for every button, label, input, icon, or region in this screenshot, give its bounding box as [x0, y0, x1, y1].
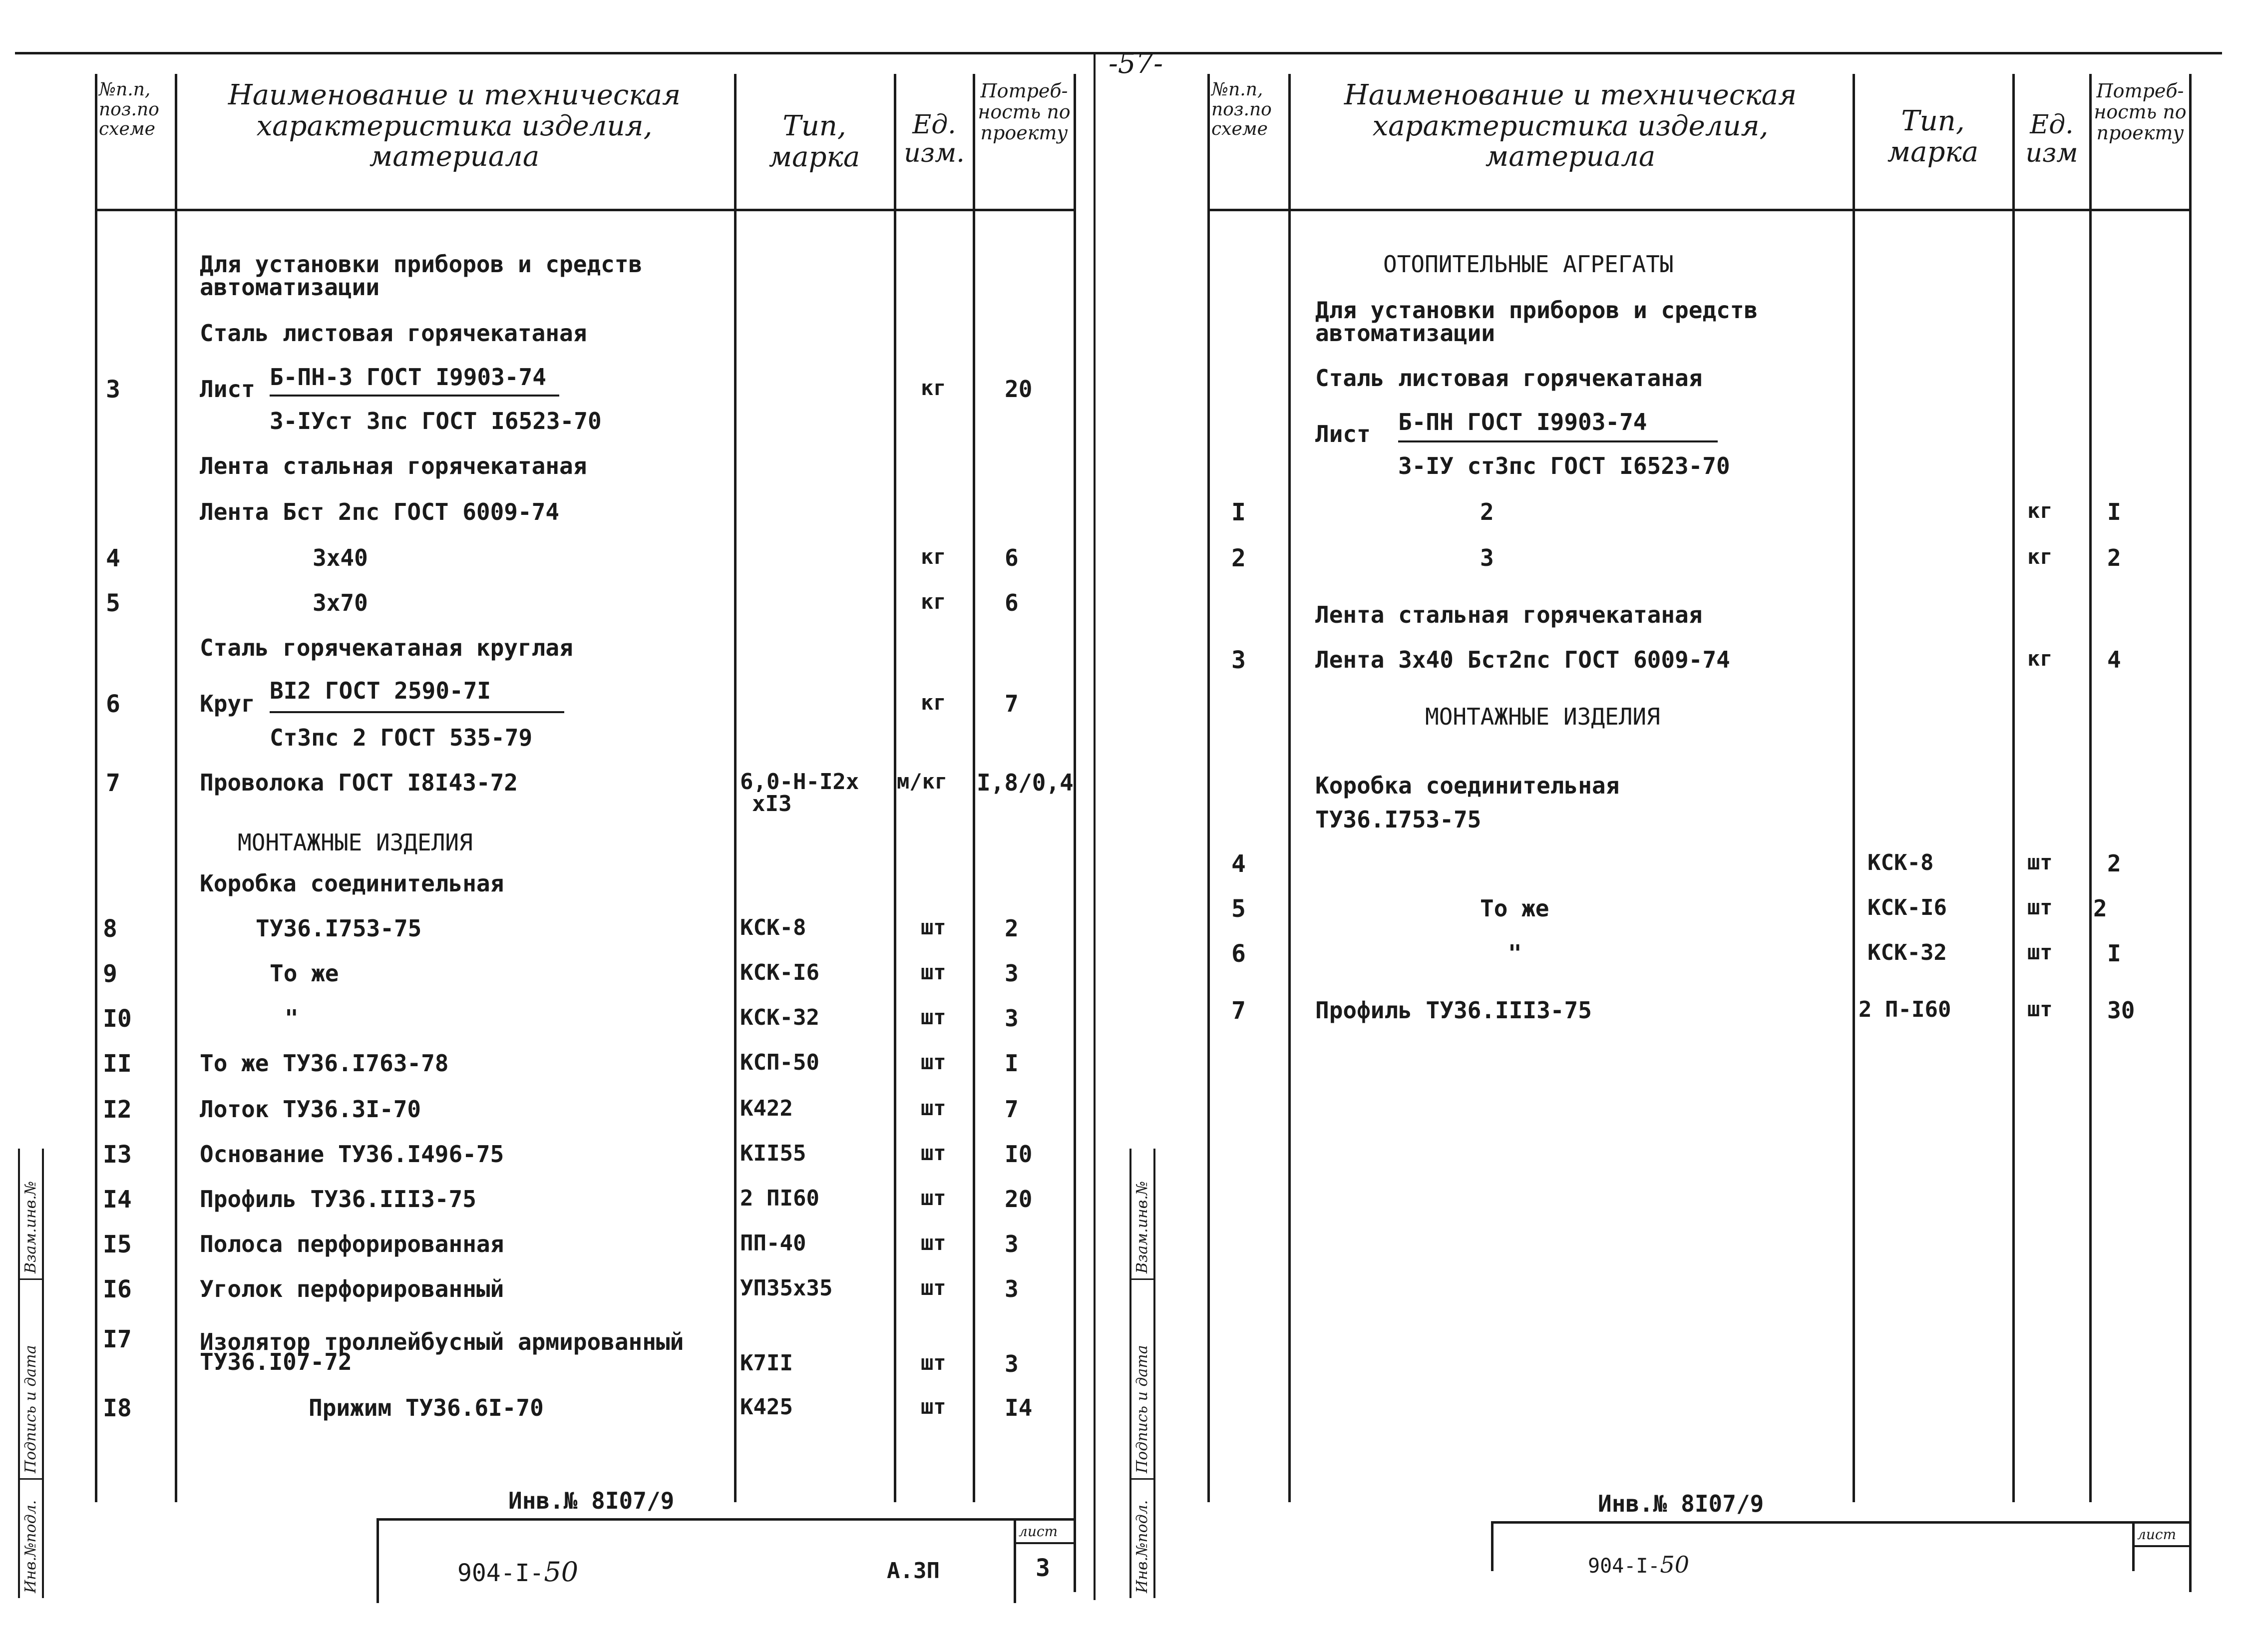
left-header-rule	[95, 209, 1075, 211]
left-row-19-num: I5	[103, 1231, 132, 1258]
left-row-21-unit: шт	[921, 1350, 946, 1375]
left-row-16-text: Лоток ТУ36.3I-70	[200, 1096, 421, 1123]
left-row-14-unit: шт	[921, 1005, 946, 1029]
left-row-21-qty: 3	[1005, 1350, 1019, 1377]
left-row-12-num: 8	[103, 915, 117, 943]
left-row-14-text: "	[285, 1005, 299, 1032]
left-row-2-fraction	[270, 395, 559, 397]
left-row-8-num: 6	[106, 690, 120, 718]
left-row-2-bottom: 3-IУст 3пс ГОСТ I6523-70	[270, 408, 602, 434]
left-row-3: Лента стальная горячекатаная	[200, 452, 587, 479]
right-row-11-unit: шт	[2027, 895, 2053, 919]
right-margin-cross-2	[1129, 1478, 1155, 1480]
right-stamp-left	[1491, 1521, 1494, 1571]
right-row-3-bottom: 3-IУ ст3пс ГОСТ I6523-70	[1398, 452, 1730, 479]
left-row-19-qty: 3	[1005, 1231, 1019, 1257]
left-row-8-prefix: Круг	[200, 690, 255, 717]
right-hdr-col5: Потреб- ность по проекту	[2094, 80, 2187, 144]
right-row-2: Сталь листовая горячекатаная	[1315, 365, 1703, 392]
left-row-12-text: ТУ36.I753-75	[256, 915, 422, 942]
left-row-8-top: BI2 ГОСТ 2590-7I	[270, 677, 491, 704]
left-row-6-qty: 6	[1005, 589, 1019, 616]
left-row-15-unit: шт	[921, 1050, 946, 1074]
right-vline-5	[2089, 74, 2092, 1502]
left-row-5-num: 4	[106, 544, 120, 572]
right-margin-line-1	[1129, 1149, 1131, 1598]
left-row-2-unit: кг	[921, 376, 946, 400]
left-row-17-unit: шт	[921, 1141, 946, 1165]
right-row-11-type: КСК-I6	[1868, 895, 1947, 920]
left-row-16-type: К422	[740, 1096, 793, 1121]
right-hdr-col1: №п.п, поз.по схеме	[1211, 79, 1272, 140]
left-row-13-num: 9	[103, 960, 117, 988]
left-row-4: Лента Бст 2пс ГОСТ 6009-74	[200, 498, 560, 525]
left-row-2-top: Б-ПН-3 ГОСТ I9903-74	[270, 364, 546, 391]
left-row-6-num: 5	[106, 589, 120, 617]
right-vline-6	[2189, 74, 2192, 1592]
right-row-10-num: 4	[1231, 850, 1246, 878]
left-row-20-num: I6	[103, 1275, 132, 1303]
left-row-13-unit: шт	[921, 960, 946, 984]
left-row-19-type: ПП-40	[740, 1231, 806, 1256]
left-row-18-type: 2 ПI60	[740, 1186, 819, 1211]
left-row-18-unit: шт	[921, 1186, 946, 1210]
right-inv: Инв.№ 8I07/9	[1598, 1490, 1764, 1517]
left-row-15-type: КСП-50	[740, 1050, 819, 1075]
left-hdr-col1: №п.п, поз.по схеме	[99, 79, 159, 140]
left-row-12-qty: 2	[1005, 915, 1019, 942]
page-number: -57-	[1109, 47, 1163, 80]
left-row-18-qty: 20	[1005, 1186, 1033, 1213]
right-row-4-text: 2	[1480, 498, 1494, 525]
left-side-label-2: Подпись и дата	[22, 1345, 39, 1473]
right-row-10-unit: шт	[2027, 850, 2053, 874]
left-row-16-num: I2	[103, 1096, 132, 1124]
right-row-7-unit: кг	[2027, 646, 2053, 671]
left-margin-cross-2	[18, 1478, 44, 1480]
left-row-21-num: I7	[103, 1325, 132, 1353]
left-margin-cross-1	[18, 1278, 44, 1280]
left-row-17-type: КII55	[740, 1141, 806, 1166]
left-row-8-qty: 7	[1005, 690, 1019, 717]
left-stamp-div	[1014, 1518, 1016, 1603]
right-row-13-unit: шт	[2027, 997, 2053, 1021]
left-stamp-top	[376, 1518, 1076, 1521]
left-hdr-col4: Ед. изм.	[904, 110, 965, 169]
left-vline-3	[734, 74, 737, 1502]
right-row-12-type: КСК-32	[1868, 940, 1947, 965]
left-row-21-text2: ТУ36.I07-72	[200, 1348, 352, 1375]
left-inv: Инв.№ 8I07/9	[508, 1487, 675, 1514]
right-side-label-1: Инв.№подл.	[1133, 1500, 1151, 1593]
right-stamp-top	[1491, 1521, 2190, 1524]
right-row-7-num: 3	[1231, 646, 1246, 674]
left-row-5-unit: кг	[921, 544, 946, 569]
right-row-12-num: 6	[1231, 940, 1246, 968]
left-row-14-num: I0	[103, 1005, 132, 1033]
left-row-22-type: К425	[740, 1394, 793, 1420]
right-stamp-list-label: лист	[2137, 1526, 2177, 1543]
right-row-10-qty: 2	[2107, 850, 2121, 877]
left-row-15-qty: I	[1005, 1050, 1019, 1077]
right-row-1b: автоматизации	[1315, 320, 1495, 347]
left-vline-5	[973, 74, 975, 1502]
left-vline-6	[1074, 74, 1076, 1592]
right-hdr-col2: Наименование и техническая характеристика изделия, материала	[1344, 79, 1797, 173]
left-row-0b: автоматизации	[200, 274, 380, 301]
left-stamp-list-rule	[1014, 1542, 1076, 1544]
left-row-7: Сталь горячекатаная круглая	[200, 634, 573, 661]
right-row-5-unit: кг	[2027, 544, 2053, 569]
left-row-9-text: Проволока ГОСТ I8I43-72	[200, 769, 518, 796]
left-margin-line-2	[42, 1149, 44, 1598]
left-row-5-qty: 6	[1005, 544, 1019, 571]
left-row-9-type: 6,0-Н-I2х	[740, 769, 859, 795]
left-row-12-type: КСК-8	[740, 915, 806, 940]
right-row-4-qty: I	[2107, 498, 2121, 525]
left-row-6-unit: кг	[921, 589, 946, 614]
right-header-rule	[1207, 209, 2191, 211]
right-side-label-2: Подпись и дата	[1133, 1345, 1151, 1473]
right-vline-1	[1207, 74, 1210, 1502]
right-row-12-unit: шт	[2027, 940, 2053, 964]
right-vline-3	[1853, 74, 1855, 1502]
right-row-11-text: То же	[1480, 895, 1549, 922]
left-stamp-code: 904-I-50	[457, 1556, 579, 1588]
left-vline-7	[1094, 52, 1096, 1600]
right-row-13-type: 2 П-I60	[1859, 997, 1951, 1022]
left-row-11: Коробка соединительная	[200, 870, 504, 897]
right-row-13-text: Профиль ТУ36.III3-75	[1315, 997, 1592, 1024]
right-row-13-num: 7	[1231, 997, 1246, 1025]
left-row-12-unit: шт	[921, 915, 946, 939]
left-row-17-num: I3	[103, 1141, 132, 1169]
right-vline-2	[1288, 74, 1291, 1502]
right-side-label-3: Взам.инв.№	[1133, 1181, 1151, 1273]
right-row-9: Коробка соединительная	[1315, 772, 1620, 799]
left-row-19-text: Полоса перфорированная	[200, 1231, 504, 1257]
right-row-7-text: Лента 3х40 Бст2пс ГОСТ 6009-74	[1315, 646, 1730, 673]
left-row-20-qty: 3	[1005, 1275, 1019, 1302]
left-row-8-bottom: Ст3пс 2 ГОСТ 535-79	[270, 724, 533, 751]
right-row-3-prefix: Лист	[1315, 420, 1371, 447]
right-margin-cross-1	[1129, 1278, 1155, 1280]
left-row-18-text: Профиль ТУ36.III3-75	[200, 1186, 476, 1213]
left-row-20-text: Уголок перфорированный	[200, 1275, 504, 1302]
left-row-2-prefix: Лист	[200, 376, 255, 403]
right-row-11-qty: 2	[2093, 895, 2107, 922]
left-row-6-text: 3х70	[313, 589, 368, 616]
left-row-9-unit: м/кг	[897, 769, 948, 794]
left-side-label-3: Взам.инв.№	[22, 1181, 39, 1273]
right-margin-line-2	[1153, 1149, 1155, 1598]
left-stamp-handwritten: 50	[544, 1556, 579, 1588]
right-row-4-unit: кг	[2027, 498, 2053, 523]
right-stamp-handwritten: 50	[1660, 1551, 1690, 1578]
right-row-6: Лента стальная горячекатаная	[1315, 601, 1703, 628]
right-stamp-code: 904-I-50	[1588, 1551, 1690, 1578]
left-vline-1	[95, 74, 97, 1502]
right-stamp-list-rule	[2132, 1545, 2191, 1547]
left-side-label-1: Инв.№подл.	[22, 1500, 39, 1593]
left-row-16-unit: шт	[921, 1096, 946, 1120]
left-hdr-col2: Наименование и техническая характеристика изделия, материала	[228, 79, 681, 173]
left-row-22-qty: I4	[1005, 1394, 1033, 1421]
right-row-5-text: 3	[1480, 544, 1494, 571]
left-stamp-list-label: лист	[1019, 1523, 1058, 1540]
left-row-8-unit: кг	[921, 690, 946, 715]
right-row-5-qty: 2	[2107, 544, 2121, 571]
left-row-9-qty: I,8/0,4	[977, 769, 1074, 796]
right-row-7-qty: 4	[2107, 646, 2121, 673]
right-row-3-fraction	[1398, 440, 1718, 442]
left-row-19-unit: шт	[921, 1231, 946, 1255]
left-row-13-qty: 3	[1005, 960, 1019, 987]
left-row-13-type: КСК-I6	[740, 960, 819, 985]
left-row-17-qty: I0	[1005, 1141, 1033, 1168]
left-row-21-type: К7II	[740, 1350, 793, 1376]
left-hdr-col3: Тип, марка	[768, 110, 860, 173]
left-vline-4	[894, 74, 896, 1502]
left-hdr-col5: Потреб- ность по проекту	[978, 80, 1071, 144]
left-margin-line-1	[18, 1149, 20, 1598]
left-row-18-num: I4	[103, 1186, 132, 1214]
right-row-12-qty: I	[2107, 940, 2121, 967]
left-row-8-fraction	[270, 711, 564, 713]
left-row-2-qty: 20	[1005, 376, 1033, 403]
right-row-10-type: КСК-8	[1868, 850, 1934, 875]
left-row-15-text: То же ТУ36.I763-78	[200, 1050, 449, 1077]
left-row-15-num: II	[103, 1050, 132, 1078]
left-row-13-text: То же	[270, 960, 339, 987]
left-row-20-type: УП35х35	[740, 1275, 833, 1301]
left-row-1: Сталь листовая горячекатаная	[200, 320, 587, 347]
right-row-11-num: 5	[1231, 895, 1246, 923]
right-hdr-col4: Ед. изм	[2025, 110, 2078, 169]
left-row-5-text: 3х40	[313, 544, 368, 571]
right-vline-4	[2012, 74, 2015, 1502]
left-row-22-text: Прижим ТУ36.6I-70	[309, 1394, 544, 1421]
right-row-12-text: "	[1508, 940, 1522, 967]
left-stamp-list-num: 3	[1036, 1554, 1050, 1582]
left-stamp-sheet: А.ЗП	[887, 1558, 940, 1584]
right-row-5-num: 2	[1231, 544, 1246, 572]
left-row-14-qty: 3	[1005, 1005, 1019, 1032]
left-row-16-qty: 7	[1005, 1096, 1019, 1123]
right-row-13-qty: 30	[2107, 997, 2135, 1024]
right-row-4-num: I	[1231, 498, 1246, 526]
right-row-8: МОНТАЖНЫЕ ИЗДЕЛИЯ	[1425, 703, 1660, 730]
left-vline-2	[175, 74, 177, 1502]
right-hdr-col3: Тип, марка	[1887, 105, 1979, 168]
right-row-1: Для установки приборов и средств	[1315, 297, 1758, 324]
left-row-9-num: 7	[106, 769, 120, 797]
left-row-2-num: 3	[106, 376, 120, 404]
left-row-9-type2: хI3	[752, 791, 792, 817]
right-row-0: ОТОПИТЕЛЬНЫЕ АГРЕГАТЫ	[1383, 251, 1674, 278]
left-row-10: МОНТАЖНЫЕ ИЗДЕЛИЯ	[238, 829, 473, 856]
left-stamp-left	[376, 1518, 379, 1603]
left-row-14-type: КСК-32	[740, 1005, 819, 1030]
left-row-0: Для установки приборов и средств	[200, 251, 643, 278]
left-row-20-unit: шт	[921, 1275, 946, 1300]
left-row-22-num: I8	[103, 1394, 132, 1422]
right-row-9b: ТУ36.I753-75	[1315, 806, 1482, 833]
left-row-22-unit: шт	[921, 1394, 946, 1419]
left-row-17-text: Основание ТУ36.I496-75	[200, 1141, 504, 1168]
left-row-21-text: Изолятор троллейбусный армированный	[200, 1328, 684, 1355]
right-row-3-top: Б-ПН ГОСТ I9903-74	[1398, 409, 1647, 435]
